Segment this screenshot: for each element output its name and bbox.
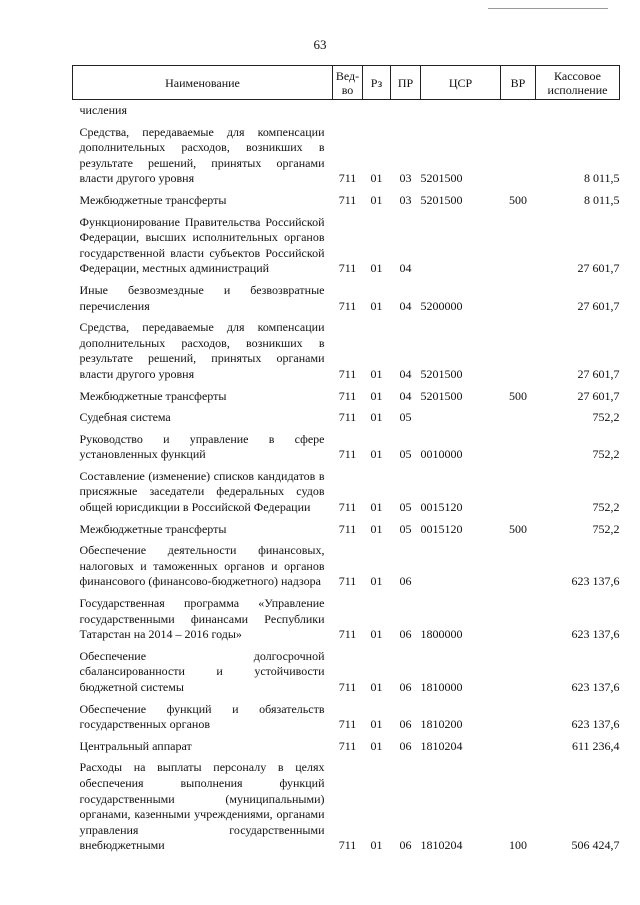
row-amount: 752,2 bbox=[592, 500, 620, 515]
row-rz: 01 bbox=[370, 410, 383, 425]
row-vr bbox=[501, 317, 536, 385]
row-vr bbox=[501, 736, 536, 758]
row-csr bbox=[421, 212, 501, 280]
row-ved: 711 bbox=[338, 192, 357, 207]
row-amount: 8 011,5 bbox=[583, 171, 620, 186]
row-vr bbox=[501, 280, 536, 317]
row-vr bbox=[501, 699, 536, 736]
table-row bbox=[73, 519, 620, 541]
row-csr: 1810204 bbox=[420, 838, 463, 853]
table-row bbox=[73, 540, 620, 593]
row-pr: 05 bbox=[399, 410, 412, 425]
row-ved: 711 bbox=[338, 521, 357, 536]
row-name: Составление (изменение) списков кандидатов в присяжные заседатели федеральных судов общей юрисдикции в Российской Федерации bbox=[79, 468, 325, 515]
row-pr: 03 bbox=[399, 192, 412, 207]
row-ved: 711 bbox=[338, 447, 357, 462]
row-pr: 04 bbox=[399, 298, 412, 313]
row-ved: 711 bbox=[338, 261, 357, 276]
row-vr: 500 bbox=[509, 192, 527, 207]
table-row bbox=[73, 407, 620, 429]
row-rz: 01 bbox=[370, 366, 383, 381]
row-rz: 01 bbox=[370, 447, 383, 462]
row-ved: 711 bbox=[338, 298, 357, 313]
row-name: Расходы на выплаты персоналу в целях обеспечения выполнения функций государственными (муниципальными) органами, казенными учреждениями, органами управления государственными внебюджетными bbox=[79, 760, 325, 853]
row-name: Судебная система bbox=[79, 410, 171, 425]
header-ved-line2: во bbox=[341, 82, 354, 97]
row-ved: 711 bbox=[338, 500, 357, 515]
row-vr bbox=[501, 212, 536, 280]
table-row bbox=[73, 386, 620, 408]
row-rz: 01 bbox=[370, 388, 383, 403]
row-csr: 1810200 bbox=[420, 717, 463, 732]
scan-artifact-line bbox=[488, 8, 608, 9]
row-pr: 04 bbox=[399, 261, 412, 276]
row-name: Обеспечение долгосрочной сбалансированности и устойчивости бюджетной системы bbox=[79, 648, 325, 694]
row-rz: 01 bbox=[370, 521, 383, 536]
row-rz: 01 bbox=[370, 298, 383, 313]
row-rz: 01 bbox=[370, 838, 383, 853]
row-vr bbox=[501, 407, 536, 429]
row-csr: 1800000 bbox=[420, 627, 463, 642]
table-row bbox=[73, 736, 620, 758]
row-csr bbox=[421, 407, 501, 429]
table-row bbox=[73, 212, 620, 280]
row-pr: 05 bbox=[399, 500, 412, 515]
table-body bbox=[73, 100, 620, 857]
table-row bbox=[73, 100, 620, 122]
row-amount: 27 601,7 bbox=[577, 366, 620, 381]
row-name: Функционирование Правительства Российской Федерации, высших исполнительных органов государственной власти субъектов Российской Федерации, местных администраций bbox=[79, 214, 325, 276]
header-amount-line2: исполнение bbox=[547, 82, 608, 97]
page-number: 63 bbox=[313, 37, 327, 52]
table-row bbox=[73, 757, 620, 857]
row-ved bbox=[333, 100, 363, 122]
row-name: числения bbox=[79, 103, 127, 117]
row-amount: 623 137,6 bbox=[571, 717, 620, 732]
row-ved: 711 bbox=[338, 366, 357, 381]
header-ved bbox=[333, 66, 363, 100]
header-amount bbox=[536, 66, 620, 100]
row-pr: 06 bbox=[399, 680, 412, 694]
row-name: Средства, передаваемые для компенсации дополнительных расходов, возникших в результате решений, принятых органами власти другого уровня bbox=[79, 320, 325, 381]
row-ved: 711 bbox=[338, 680, 357, 694]
row-pr: 05 bbox=[399, 521, 412, 536]
row-amount: 27 601,7 bbox=[577, 298, 620, 313]
row-amount: 611 236,4 bbox=[571, 738, 620, 753]
table-row bbox=[73, 466, 620, 519]
row-amount: 623 137,6 bbox=[571, 574, 620, 589]
table-header-row bbox=[73, 66, 620, 100]
row-ved: 711 bbox=[338, 627, 357, 642]
row-pr: 05 bbox=[399, 447, 412, 462]
row-pr: 03 bbox=[399, 171, 412, 186]
budget-table bbox=[72, 65, 620, 857]
row-name: Обеспечение функций и обязательств государственных органов bbox=[79, 701, 325, 732]
row-csr: 1810000 bbox=[420, 680, 463, 694]
row-name: Руководство и управление в сфере установленных функций bbox=[79, 431, 325, 462]
row-pr: 06 bbox=[399, 574, 412, 589]
table-row bbox=[73, 280, 620, 317]
row-csr: 5201500 bbox=[420, 192, 463, 207]
row-vr bbox=[501, 466, 536, 519]
table-row bbox=[73, 646, 620, 699]
row-rz: 01 bbox=[370, 717, 383, 732]
row-csr bbox=[421, 100, 501, 122]
table-row bbox=[73, 317, 620, 385]
header-pr: ПР bbox=[391, 66, 421, 100]
row-pr: 06 bbox=[399, 738, 412, 753]
row-rz: 01 bbox=[370, 627, 383, 642]
row-vr bbox=[501, 429, 536, 466]
row-vr bbox=[501, 122, 536, 190]
row-vr: 100 bbox=[509, 838, 527, 853]
row-name: Средства, передаваемые для компенсации дополнительных расходов, возникших в результате решений, принятых органами власти другого уровня bbox=[79, 124, 325, 186]
row-csr: 5200000 bbox=[420, 298, 463, 313]
row-vr bbox=[501, 593, 536, 646]
row-vr bbox=[501, 540, 536, 593]
row-name: Иные безвозмездные и безвозвратные перечисления bbox=[79, 282, 325, 313]
header-rz: Рз bbox=[363, 66, 391, 100]
row-name: Межбюджетные трансферты bbox=[79, 192, 227, 207]
row-pr: 04 bbox=[399, 366, 412, 381]
table-row bbox=[73, 699, 620, 736]
row-amount: 752,2 bbox=[592, 410, 620, 425]
table-row bbox=[73, 122, 620, 190]
row-pr bbox=[391, 100, 421, 122]
row-rz: 01 bbox=[370, 261, 383, 276]
row-name: Межбюджетные трансферты bbox=[79, 388, 227, 403]
header-name: Наименование bbox=[73, 66, 333, 100]
row-pr: 04 bbox=[399, 388, 412, 403]
row-pr: 06 bbox=[399, 627, 412, 642]
row-rz: 01 bbox=[370, 738, 383, 753]
row-csr: 5201500 bbox=[420, 388, 463, 403]
row-amount: 27 601,7 bbox=[577, 261, 620, 276]
header-amount-line1: Кассовое bbox=[554, 68, 601, 83]
table-row bbox=[73, 593, 620, 646]
row-csr: 0015120 bbox=[420, 500, 463, 515]
row-amount: 623 137,6 bbox=[571, 627, 620, 642]
row-pr: 06 bbox=[399, 717, 412, 732]
row-amount: 8 011,5 bbox=[583, 192, 620, 207]
row-vr bbox=[501, 100, 536, 122]
row-vr: 500 bbox=[509, 388, 527, 403]
table-row bbox=[73, 429, 620, 466]
row-rz: 01 bbox=[370, 192, 383, 207]
row-rz bbox=[363, 100, 391, 122]
row-ved: 711 bbox=[338, 388, 357, 403]
row-amount: 506 424,7 bbox=[571, 838, 620, 853]
row-amount: 623 137,6 bbox=[571, 680, 620, 694]
row-vr: 500 bbox=[509, 521, 527, 536]
row-ved: 711 bbox=[338, 838, 357, 853]
row-name: Межбюджетные трансферты bbox=[79, 521, 227, 536]
row-csr: 0010000 bbox=[420, 447, 463, 462]
row-ved: 711 bbox=[338, 410, 357, 425]
row-ved: 711 bbox=[338, 738, 357, 753]
table-row bbox=[73, 190, 620, 212]
row-csr: 1810204 bbox=[420, 738, 463, 753]
row-csr: 0015120 bbox=[420, 521, 463, 536]
row-ved: 711 bbox=[338, 171, 357, 186]
row-ved: 711 bbox=[338, 717, 357, 732]
row-name: Государственная программа «Управление государственными финансами Республики Татарстан на 2014 – 2016 годы» bbox=[79, 596, 325, 642]
row-pr: 06 bbox=[399, 838, 412, 853]
row-amount: 27 601,7 bbox=[577, 388, 620, 403]
row-ved: 711 bbox=[338, 574, 357, 589]
row-name: Центральный аппарат bbox=[79, 738, 192, 753]
row-vr bbox=[501, 646, 536, 699]
row-rz: 01 bbox=[370, 171, 383, 186]
row-rz: 01 bbox=[370, 500, 383, 515]
row-rz: 01 bbox=[370, 680, 383, 694]
row-amount bbox=[536, 100, 620, 122]
row-name: Обеспечение деятельности финансовых, налоговых и таможенных органов и органов финансового (финансово-бюджетного) надзора bbox=[79, 543, 325, 589]
header-vr: ВР bbox=[501, 66, 536, 100]
row-amount: 752,2 bbox=[592, 521, 620, 536]
row-amount: 752,2 bbox=[592, 447, 620, 462]
header-ved-line1: Вед- bbox=[335, 68, 360, 83]
row-csr bbox=[421, 540, 501, 593]
row-rz: 01 bbox=[370, 574, 383, 589]
header-csr: ЦСР bbox=[421, 66, 501, 100]
row-csr: 5201500 bbox=[420, 171, 463, 186]
row-csr: 5201500 bbox=[420, 366, 463, 381]
